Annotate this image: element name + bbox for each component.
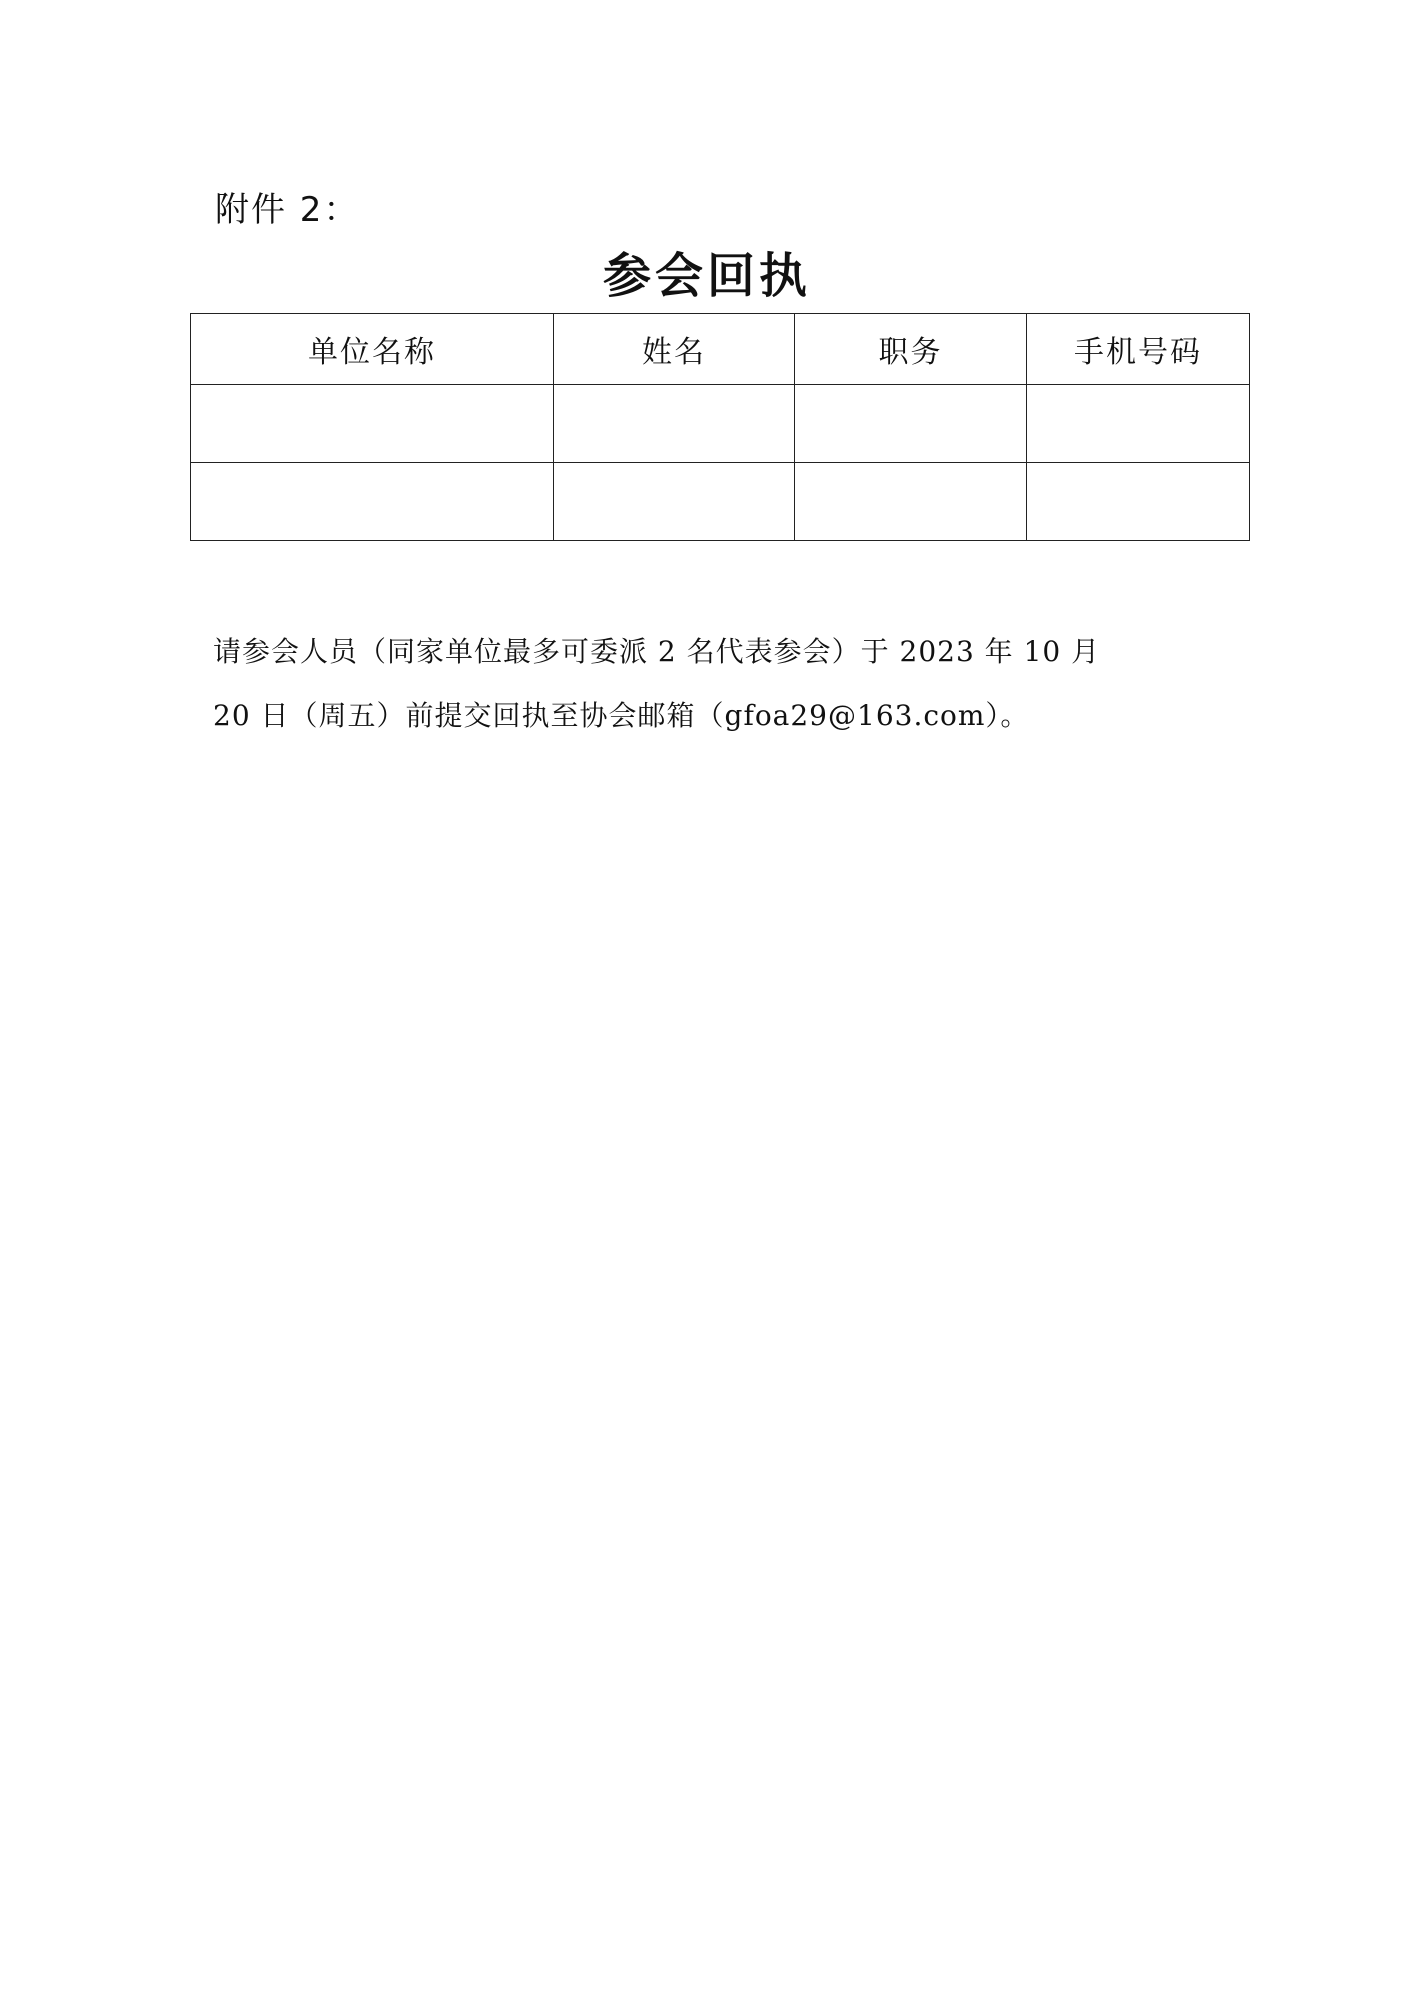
- header-organization-name: 单位名称: [191, 314, 554, 385]
- header-phone-number: 手机号码: [1027, 314, 1250, 385]
- submission-note: [213, 620, 1223, 748]
- table-row: [191, 385, 1250, 463]
- cell-organization-name[interactable]: [191, 385, 554, 463]
- cell-phone-number[interactable]: [1027, 385, 1250, 463]
- receipt-table: [190, 313, 1250, 541]
- cell-position[interactable]: [795, 385, 1027, 463]
- cell-position[interactable]: [795, 463, 1027, 541]
- table-header-row: [191, 314, 1250, 385]
- cell-name[interactable]: [554, 385, 795, 463]
- note-line-1: 请参会人员（同家单位最多可委派 2 名代表参会）于 2023 年 10 月: [213, 635, 1101, 668]
- cell-name[interactable]: [554, 463, 795, 541]
- document-title: 参会回执: [602, 248, 811, 304]
- attachment-label: 附件 2：: [215, 190, 360, 230]
- cell-phone-number[interactable]: [1027, 463, 1250, 541]
- header-name: 姓名: [554, 314, 795, 385]
- table-row: [191, 463, 1250, 541]
- note-line-2: 20 日（周五）前提交回执至协会邮箱（gfoa29@163.com）。: [213, 699, 1030, 732]
- cell-organization-name[interactable]: [191, 463, 554, 541]
- header-position: 职务: [795, 314, 1027, 385]
